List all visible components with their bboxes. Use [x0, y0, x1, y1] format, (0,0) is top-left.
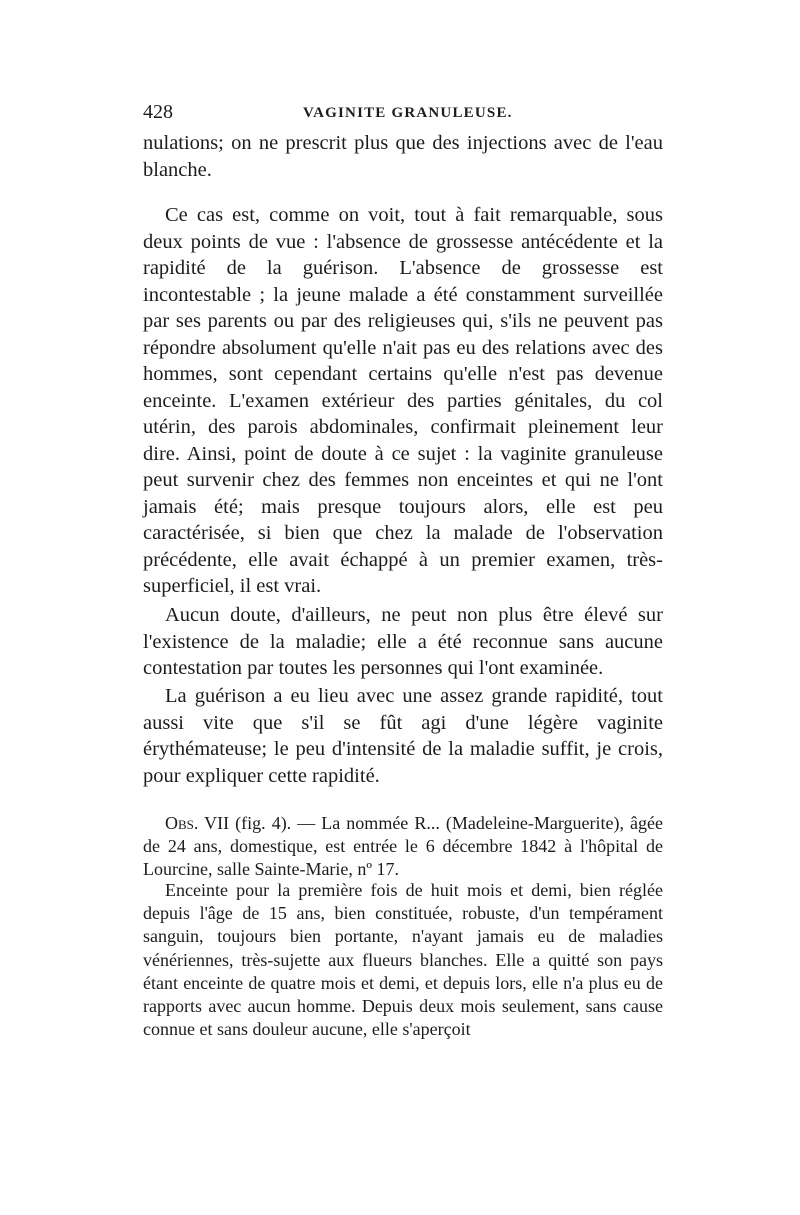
continuation-paragraph: nulations; on ne prescrit plus que des injections avec de l'eau blanche. — [143, 132, 663, 181]
body-paragraph-3: La guérison a eu lieu avec une assez grande rapidité, tout aussi vite que s'il se fût agi d'une légère vaginite érythémateuse; le peu d'intensité de la maladie suffit, je crois, pour expliquer cette rapidité. — [143, 685, 663, 787]
observation-label: Obs. VII — [165, 813, 230, 833]
observation-paragraph: Enceinte pour la première fois de huit mois et demi, bien réglée depuis l'âge de 15 ans, bien constituée, robuste, d'un tempérament sanguin, toujours bien portante, n'ayant jamais eu de maladies vénériennes, très-sujette aux flueurs blanches. Elle a quitté son pays étant enceinte de quatre mois et demi, et depuis lors, elle n'a plus eu de rapports avec aucun homme. Depuis deux mois seulement, sans cause connue et sans douleur aucune, elle s'aperçoit — [143, 880, 663, 1040]
observation-intro: (fig. 4). — La nommée R... (Madeleine-Marguerite), âgée de 24 ans, domestique, est entrée le 6 décembre 1842 à l'hôpital de Lourcine, salle Sainte-Marie, nº 17. — [143, 813, 663, 880]
running-title: VAGINITE GRANULEUSE. — [303, 105, 513, 121]
running-head — [143, 100, 663, 124]
body-paragraph-1: Ce cas est, comme on voit, tout à fait remarquable, sous deux points de vue : l'absence de grossesse antécédente et la rapidité de la guérison. L'absence de grossesse est incontestable ; la jeune malade a été constamment surveillée par ses parents ou par des religieuses qui, s'ils ne peuvent pas répondre absolument qu'elle n'ait pas eu des relations avec des hommes, sont cependant certains qu'elle n'est pas devenue enceinte. L'examen extérieur des parties génitales, du col utérin, des parois abdominales, confirmait pleinement leur dire. Ainsi, point de doute à ce sujet : la vaginite granuleuse peut survenir chez des femmes non enceintes et qui ne l'ont jamais été; mais presque toujours alors, elle est peu caractérisée, si bien que chez la malade de l'observation précédente, elle avait échappé à un premier examen, très-superficiel, il est vrai. — [143, 204, 663, 597]
body-paragraph-2: Aucun doute, d'ailleurs, ne peut non plus être élevé sur l'existence de la maladie; elle a été reconnue sans aucune contestation par toutes les personnes qui l'ont examinée. — [143, 604, 663, 679]
observation-heading-paragraph — [143, 812, 663, 882]
page-number: 428 — [143, 101, 173, 123]
